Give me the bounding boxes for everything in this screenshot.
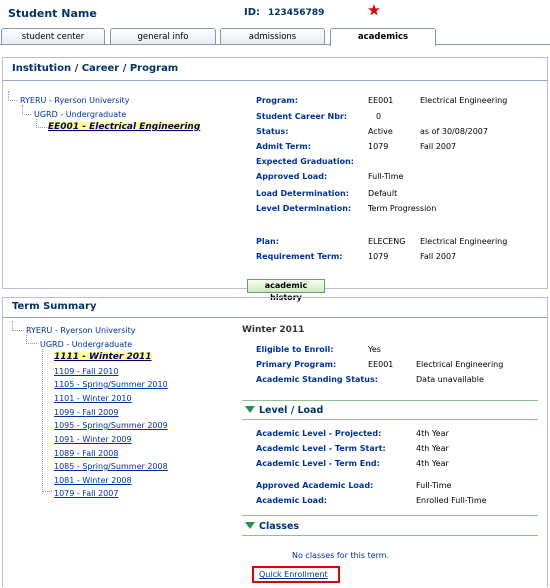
academic-load: Enrolled Full-Time: [416, 496, 487, 505]
level-load-rule: [242, 419, 538, 420]
level-start: 4th Year: [416, 444, 449, 453]
term-link[interactable]: 1081 - Winter 2008: [54, 476, 132, 485]
level-projected-label: Academic Level - Projected:: [256, 429, 382, 438]
status-value: Active: [368, 127, 393, 136]
tab-academics[interactable]: academics: [330, 28, 436, 46]
tab-admissions[interactable]: admissions: [220, 28, 325, 45]
standing-label: Academic Standing Status:: [256, 375, 378, 384]
tree-guide: [22, 105, 31, 115]
plan-code: ELECENG: [368, 237, 406, 246]
program-label: Program:: [256, 96, 298, 105]
approved-academic-load: Full-Time: [416, 481, 452, 490]
program-code: EE001: [368, 96, 394, 105]
classes-top-rule: [242, 515, 538, 516]
no-classes-message: No classes for this term.: [292, 551, 390, 560]
collapse-triangle-icon[interactable]: [245, 522, 255, 529]
career-nbr: 0: [376, 112, 382, 121]
expected-graduation-label: Expected Graduation:: [256, 157, 354, 166]
term-tree-career[interactable]: UGRD - Undergraduate: [40, 340, 133, 349]
tab-divider: [0, 44, 550, 45]
term-link[interactable]: 1085 - Spring/Summer 2008: [54, 462, 168, 471]
term-tree-root[interactable]: RYERU - Ryerson University: [26, 326, 136, 335]
tree-career[interactable]: UGRD - Undergraduate: [34, 110, 127, 119]
primary-program-code: EE001: [368, 360, 394, 369]
status-date: as of 30/08/2007: [420, 127, 488, 136]
standing-value: Data unavailable: [416, 375, 484, 384]
career-nbr-label: Student Career Nbr:: [256, 112, 348, 121]
eligible-value: Yes: [368, 345, 381, 354]
classes-rule: [242, 535, 538, 536]
institution-rule: [2, 80, 548, 81]
term-link[interactable]: 1101 - Winter 2010: [54, 394, 132, 403]
tab-student-center[interactable]: student center: [1, 28, 105, 45]
requirement-term-code: 1079: [368, 252, 389, 261]
term-link[interactable]: 1089 - Fall 2008: [54, 449, 119, 458]
term-heading: Winter 2011: [242, 325, 305, 335]
program-desc: Electrical Engineering: [420, 96, 508, 105]
plan-desc: Electrical Engineering: [420, 237, 508, 246]
level-determination-label: Level Determination:: [256, 204, 352, 213]
student-name: Student Name: [8, 7, 97, 20]
term-link[interactable]: 1091 - Winter 2009: [54, 435, 132, 444]
term-link[interactable]: 1109 - Fall 2010: [54, 367, 119, 376]
institution-title: Institution / Career / Program: [12, 63, 179, 74]
term-summary-rule: [2, 317, 548, 318]
requirement-term-label: Requirement Term:: [256, 252, 343, 261]
id-label: ID:: [244, 7, 261, 18]
tree-root-institution[interactable]: RYERU - Ryerson University: [20, 96, 130, 105]
level-end-label: Academic Level - Term End:: [256, 459, 380, 468]
approved-load-label: Approved Load:: [256, 172, 328, 181]
level-end: 4th Year: [416, 459, 449, 468]
approved-load: Full-Time: [368, 172, 404, 181]
star-icon[interactable]: [368, 4, 380, 16]
academic-history-button[interactable]: academic history: [247, 279, 325, 293]
approved-academic-load-label: Approved Academic Load:: [256, 481, 374, 490]
term-link[interactable]: 1105 - Spring/Summer 2010: [54, 380, 168, 389]
id-value: 123456789: [268, 8, 325, 18]
admit-term-label: Admit Term:: [256, 142, 311, 151]
level-load-title[interactable]: Level / Load: [259, 405, 324, 416]
primary-program-label: Primary Program:: [256, 360, 337, 369]
load-determination: Default: [368, 189, 398, 198]
term-link[interactable]: 1079 - Fall 2007: [54, 489, 119, 498]
eligible-label: Eligible to Enroll:: [256, 345, 334, 354]
collapse-triangle-icon[interactable]: [245, 406, 255, 413]
tree-guide: [12, 321, 24, 331]
level-projected: 4th Year: [416, 429, 449, 438]
term-summary-title: Term Summary: [12, 301, 97, 312]
admit-term-desc: Fall 2007: [420, 142, 457, 151]
tab-general-info[interactable]: general info: [110, 28, 216, 45]
requirement-term-desc: Fall 2007: [420, 252, 457, 261]
term-selected[interactable]: 1111 - Winter 2011: [54, 352, 152, 362]
tree-guide: [26, 335, 37, 344]
level-determination: Term Progression: [368, 204, 437, 213]
status-label: Status:: [256, 127, 289, 136]
load-determination-label: Load Determination:: [256, 189, 349, 198]
level-load-top-rule: [242, 400, 538, 401]
tree-guide: [42, 349, 52, 492]
admit-term-code: 1079: [368, 142, 389, 151]
classes-title[interactable]: Classes: [259, 521, 300, 532]
quick-enrollment-link[interactable]: Quick Enrollment: [259, 570, 328, 579]
level-start-label: Academic Level - Term Start:: [256, 444, 386, 453]
primary-program-desc: Electrical Engineering: [416, 360, 504, 369]
term-link[interactable]: 1095 - Spring/Summer 2009: [54, 421, 168, 430]
plan-label: Plan:: [256, 237, 279, 246]
term-link[interactable]: 1099 - Fall 2009: [54, 408, 119, 417]
tree-program-selected[interactable]: EE001 - Electrical Engineering: [48, 122, 201, 132]
academic-load-label: Academic Load:: [256, 496, 328, 505]
tree-guide: [8, 91, 17, 101]
tree-guide: [36, 119, 47, 128]
